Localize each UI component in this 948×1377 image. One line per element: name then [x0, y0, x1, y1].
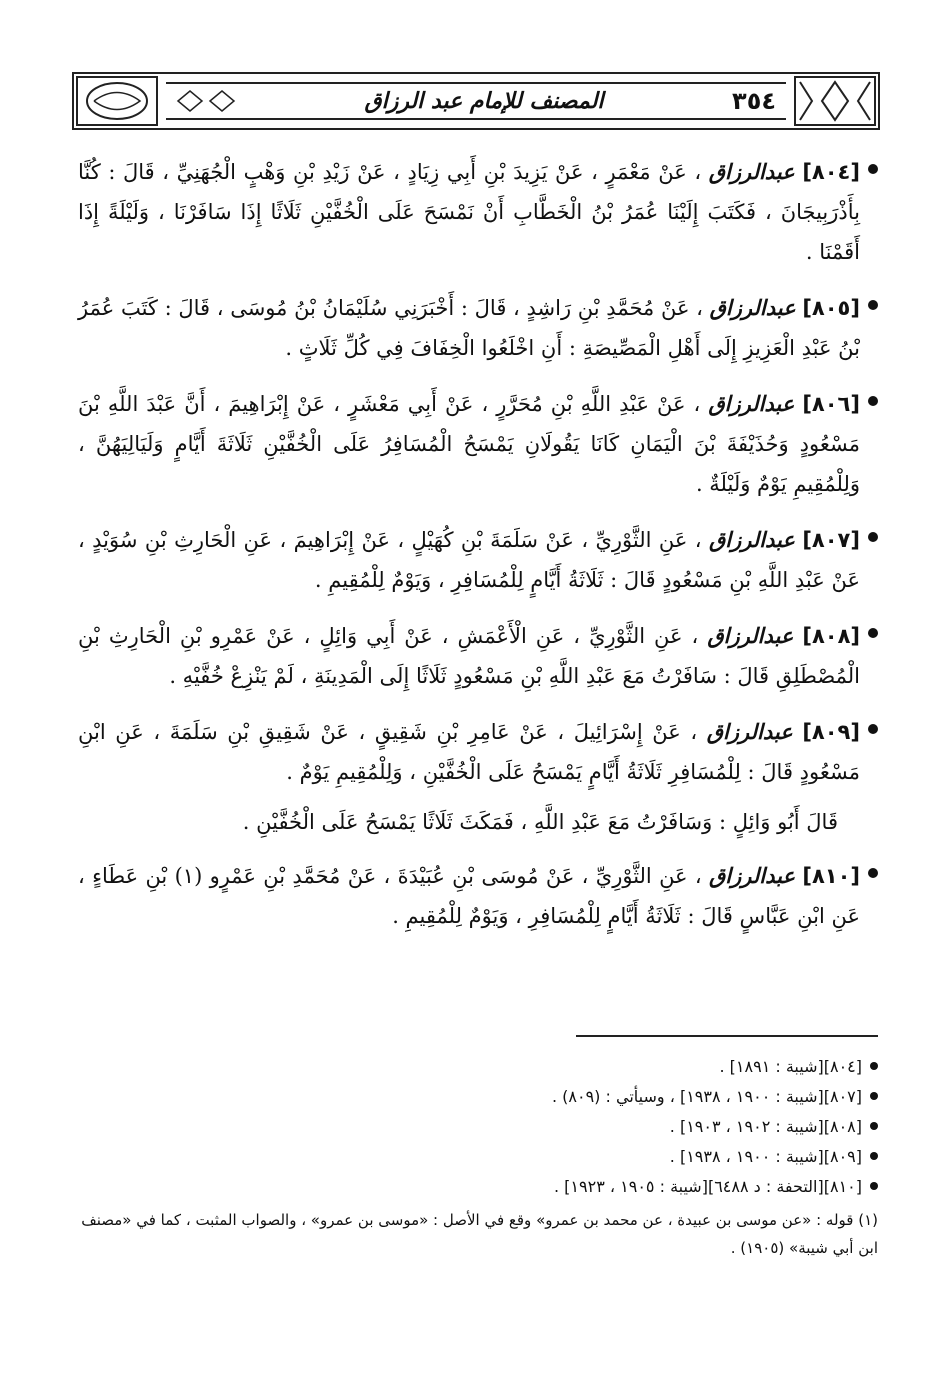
reference-line	[78, 1052, 878, 1082]
footnote-text: (١) قوله : «عن موسى بن عبيدة ، عن محمد بن عمرو» وقع في الأصل : «موسى بن عمرو» ، والصواب المثبت ، كما في «مصنف ابن أبي شيبة» (١٩٠٥) .	[81, 1211, 878, 1257]
reference-text: [٨١٠][التحفة : د ٦٤٨٨][شيبة : ١٩٠٥ ، ١٩٢٣] .	[553, 1177, 862, 1196]
hadith-text: ، عَنِ الثَّوْرِيِّ ، عَنِ الْأَعْمَشِ ، عَنْ أَبِي وَائِلٍ ، عَنْ عَمْرِو بْنِ الْحَارِثِ بْنِ الْمُصْطَلِقِ قَالَ : سَافَرْتُ مَعَ عَبْدِ اللَّهِ بْنِ مَسْعُودٍ ثَلَاثًا إِلَى الْمَدِينَةِ ، لَمْ يَنْزِعْ خُفَّيْهِ .	[78, 624, 860, 688]
hadith-806	[78, 384, 878, 504]
hadith-author: عبدالرزاق	[709, 863, 795, 888]
bullet-icon	[868, 724, 878, 734]
bullet-icon	[868, 300, 878, 310]
hadith-805	[78, 288, 878, 368]
hadith-808	[78, 616, 878, 696]
bullet-icon	[870, 1122, 878, 1130]
hadith-text: ، عَنْ مَعْمَرٍ ، عَنْ يَزِيدَ بْنِ أَبِي زِيَادٍ ، عَنْ زَيْدِ بْنِ وَهْبٍ الْجُهَنِيِّ ، قَالَ : كُنَّا بِأَذْرَبِيجَانَ ، فَكَتَبَ إِلَيْنَا عُمَرُ بْنُ الْخَطَّابِ أَنْ نَمْسَحَ عَلَى الْخُفَّيْنِ ثَلَاثًا إِذَا سَافَرْنَا ، وَلَيْلَةً إِذَا أَقَمْنَا .	[78, 160, 860, 264]
bullet-icon	[868, 164, 878, 174]
band-ornament-icon	[176, 89, 236, 113]
hadith-text: ، عَنْ مُحَمَّدِ بْنِ رَاشِدٍ ، قَالَ : أَخْبَرَنِي سُلَيْمَانُ بْنُ مُوسَى ، قَالَ : كَتَبَ عُمَرُ بْنُ عَبْدِ الْعَزِيزِ إِلَى أَهْلِ الْمَصِّيصَةِ : أَنِ اخْلَعُوا الْخِفَافَ فِي كُلِّ ثَلَاثٍ .	[78, 296, 860, 360]
hadith-number: [٨٠٦]	[802, 392, 860, 416]
hadith-number: [٨٠٨]	[802, 624, 860, 648]
header-band	[166, 82, 786, 120]
hadith-number: [٨٠٧]	[802, 528, 860, 552]
hadith-author: عبدالرزاق	[706, 719, 793, 744]
hadith-number: [٨٠٥]	[802, 296, 860, 320]
reference-line	[78, 1142, 878, 1172]
bullet-icon	[868, 628, 878, 638]
hadith-author: عبدالرزاق	[707, 623, 794, 648]
bullet-icon	[870, 1092, 878, 1100]
ornament-right-icon	[792, 74, 878, 128]
hadith-text: ، عَنِ الثَّوْرِيِّ ، عَنْ مُوسَى بْنِ عُبَيْدَةَ ، عَنْ مُحَمَّدِ بْنِ عَمْرٍو (١) بْنِ عَطَاءٍ ، عَنِ ابْنِ عَبَّاسٍ قَالَ : ثَلَاثَةُ أَيَّامٍ لِلْمُسَافِرِ ، وَيَوْمٌ لِلْمُقِيمِ .	[78, 864, 860, 928]
hadith-809-note: قَالَ أَبُو وَائِلٍ : وَسَافَرْتُ مَعَ عَبْدِ اللَّهِ ، فَمَكَثَ ثَلَاثًا يَمْسَحُ عَلَى الْخُفَّيْنِ .	[242, 810, 838, 834]
hadith-810	[78, 856, 878, 936]
bullet-icon	[868, 868, 878, 878]
hadith-text: ، عَنْ عَبْدِ اللَّهِ بْنِ مُحَرَّرٍ ، عَنْ أَبِي مَعْشَرٍ ، عَنْ إِبْرَاهِيمَ ، أَنَّ عَبْدَ اللَّهِ بْنَ مَسْعُودٍ وَحُذَيْفَةَ بْنَ الْيَمَانِ كَانَا يَقُولَانِ يَمْسَحُ الْمُسَافِرُ عَلَى الْخُفَّيْنِ ثَلَاثَةَ أَيَّامٍ وَلَيَالِيَهُنَّ ، وَلِلْمُقِيمِ يَوْمٌ وَلَيْلَةٌ .	[78, 392, 860, 496]
bullet-icon	[870, 1182, 878, 1190]
hadith-text: ، عَنْ إِسْرَائِيلَ ، عَنْ عَامِرِ بْنِ شَقِيقٍ ، عَنْ شَقِيقِ بْنِ سَلَمَةَ ، عَنِ ابْنِ مَسْعُودٍ قَالَ : لِلْمُسَافِرِ ثَلَاثَةُ أَيَّامٍ يَمْسَحُ عَلَى الْخُفَّيْنِ ، وَلِلْمُقِيمِ يَوْمٌ .	[78, 720, 860, 784]
main-text	[78, 152, 878, 952]
hadith-804	[78, 152, 878, 272]
page-header	[72, 72, 880, 130]
hadith-number: [٨٠٩]	[802, 720, 860, 744]
reference-line	[78, 1082, 878, 1112]
reference-text: [٨٠٩][شيبة : ١٩٠٠ ، ١٩٣٨] .	[669, 1147, 862, 1166]
hadith-author: عبدالرزاق	[708, 391, 795, 416]
reference-text: [٨٠٨][شيبة : ١٩٠٢ ، ١٩٠٣] .	[669, 1117, 862, 1136]
reference-line	[78, 1172, 878, 1202]
hadith-number: [٨١٠]	[802, 864, 860, 888]
reference-line	[78, 1112, 878, 1142]
footnotes	[78, 1052, 878, 1262]
bullet-icon	[870, 1152, 878, 1160]
reference-text: [٨٠٧][شيبة : ١٩٠٠ ، ١٩٣٨] ، وسيأتي : (٨٠٩) .	[551, 1087, 862, 1106]
hadith-807	[78, 520, 878, 600]
hadith-author: عبدالرزاق	[709, 295, 796, 320]
hadith-author: عبدالرزاق	[708, 159, 795, 184]
bullet-icon	[868, 396, 878, 406]
page-number: ٣٥٤	[732, 87, 776, 115]
hadith-number: [٨٠٤]	[802, 160, 860, 184]
bullet-icon	[868, 532, 878, 542]
reference-text: [٨٠٤][شيبة : ١٨٩١] .	[719, 1057, 862, 1076]
bullet-icon	[870, 1062, 878, 1070]
hadith-text: ، عَنِ الثَّوْرِيِّ ، عَنْ سَلَمَةَ بْنِ كُهَيْلٍ ، عَنْ إِبْرَاهِيمَ ، عَنِ الْحَارِثِ بْنِ سُوَيْدٍ ، عَنْ عَبْدِ اللَّهِ بْنِ مَسْعُودٍ قَالَ : ثَلَاثَةُ أَيَّامٍ لِلْمُسَافِرِ ، وَيَوْمٌ لِلْمُقِيمِ .	[78, 528, 860, 592]
footnote-divider	[576, 1035, 878, 1037]
hadith-809	[78, 712, 878, 792]
book-title: المصنف للإمام عبد الرزاق	[364, 88, 604, 114]
hadith-author: عبدالرزاق	[708, 527, 795, 552]
ornament-left-icon	[74, 74, 160, 128]
